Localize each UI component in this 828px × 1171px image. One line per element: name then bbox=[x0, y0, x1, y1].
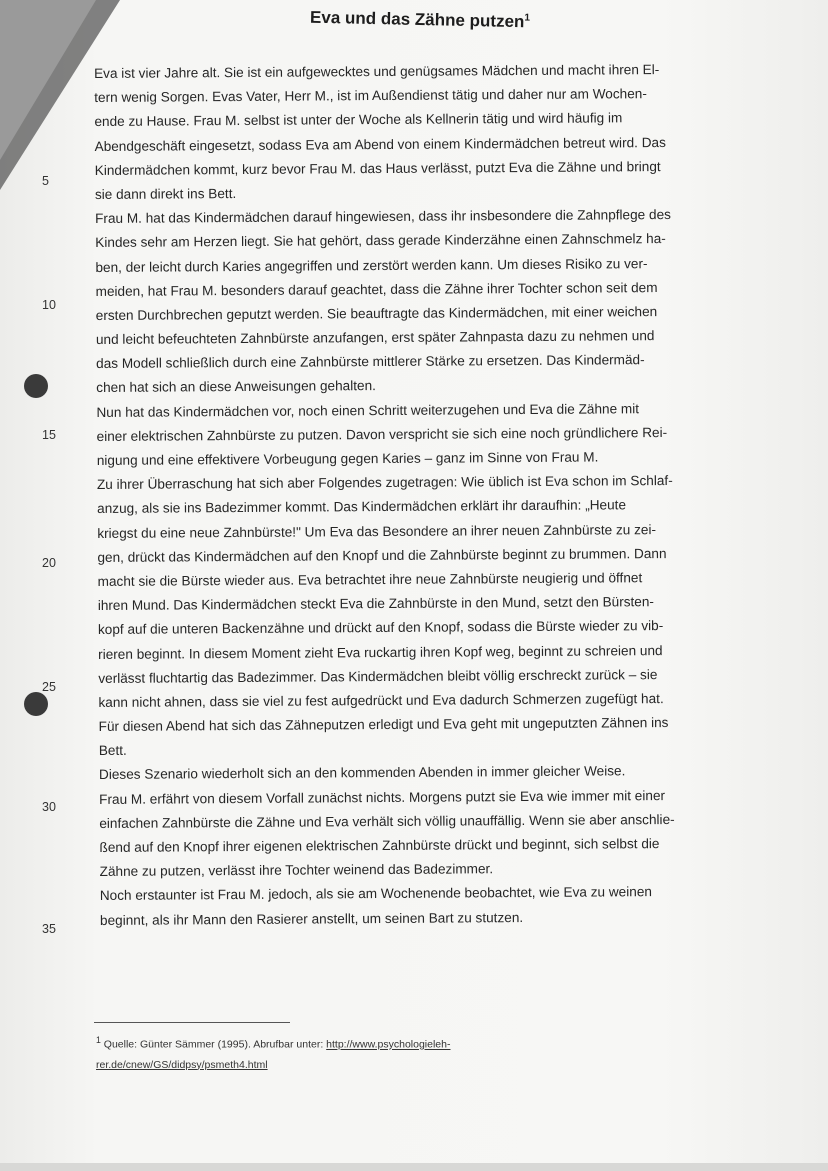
line-number: 10 bbox=[42, 298, 56, 312]
text-line: einer elektrischen Zahnbürste zu putzen. Davon verspricht sie sich eine noch gründlichere Rei- bbox=[96, 424, 668, 444]
text-line: Frau M. erfährt von diesem Vorfall zunächst nichts. Morgens putzt sie Eva wie immer mit einer bbox=[99, 787, 666, 807]
text-line: Bett. bbox=[98, 743, 127, 759]
text-line: kriegst du eine neue Zahnbürste!" Um Eva das Besondere an ihrer neuen Zahnbürste zu zei- bbox=[97, 521, 657, 541]
text-line: chen hat sich an diese Anweisungen gehalten. bbox=[96, 378, 376, 396]
line-number: 20 bbox=[42, 556, 56, 570]
footnote-mark: 1 bbox=[96, 1035, 101, 1045]
title-text: Eva und das Zähne putzen bbox=[309, 7, 525, 32]
title-footnote-mark: 1 bbox=[524, 12, 531, 24]
text-line: das Modell schließlich durch eine Zahnbürste mittlerer Stärke zu ersetzen. Das Kindermäd- bbox=[96, 352, 645, 372]
text-line: Noch erstaunter ist Frau M. jedoch, als sie am Wochenende beobachtet, wie Eva zu weinen bbox=[99, 884, 652, 904]
text-line: Zähne zu putzen, verlässt ihre Tochter weinend das Badezimmer. bbox=[99, 861, 494, 880]
text-line: Abendgeschäft eingesetzt, sodass Eva am Abend von einem Kindermädchen betreut wird. Das bbox=[94, 134, 666, 154]
line-number: 25 bbox=[42, 680, 56, 694]
folded-corner bbox=[0, 0, 96, 160]
punch-hole bbox=[24, 692, 48, 716]
text-line: einfachen Zahnbürste die Zähne und Eva verhält sich völlig unauffällig. Wenn sie aber anschlie- bbox=[99, 811, 675, 831]
text-line: anzug, als sie ins Badezimmer kommt. Das Kindermädchen erklärt ihr daraufhin: „Heute bbox=[97, 497, 627, 517]
punch-hole bbox=[24, 374, 48, 398]
text-line: meiden, hat Frau M. besonders darauf geachtet, dass die Zähne ihrer Tochter schon seit dem bbox=[95, 279, 658, 299]
text-line: tern wenig Sorgen. Evas Vater, Herr M., ist im Außendienst tätig und daher nur am Wochen- bbox=[94, 86, 647, 106]
line-number: 5 bbox=[42, 174, 49, 188]
footnote bbox=[96, 1030, 556, 1075]
line-number: 30 bbox=[42, 800, 56, 814]
text-line: Dieses Szenario wiederholt sich an den kommenden Abenden in immer gleicher Weise. bbox=[98, 763, 626, 783]
text-line: ßend auf den Knopf ihrer eigenen elektrischen Zahnbürste drückt und beginnt, sich selbst die bbox=[99, 836, 660, 855]
text-line: beginnt, als ihr Mann den Rasierer anstellt, um seinen Bart zu stutzen. bbox=[99, 909, 524, 928]
story-body bbox=[94, 58, 740, 933]
text-line: ben, der leicht durch Karies angegriffen und zerstört werden kann. Um dieses Risiko zu ver- bbox=[95, 255, 648, 275]
footnote-source: Quelle: Günter Sämmer (1995). Abrufbar unter: bbox=[103, 1038, 324, 1051]
text-line: verlässt fluchtartig das Badezimmer. Das Kindermädchen bleibt völlig erschreckt zurück – sie bbox=[98, 666, 658, 686]
footnote-link-continued[interactable]: rer.de/cnew/GS/didpsy/psmeth4.html bbox=[96, 1058, 268, 1071]
document-title bbox=[310, 8, 530, 33]
text-line: Für diesen Abend hat sich das Zähneputzen erledigt und Eva geht mit ungeputzten Zähnen ins bbox=[98, 715, 669, 735]
text-line: ihren Mund. Das Kindermädchen steckt Eva die Zahnbürste in den Mund, setzt den Bürsten- bbox=[97, 594, 654, 614]
line-number: 15 bbox=[42, 428, 56, 442]
text-line: sie dann direkt ins Bett. bbox=[94, 185, 237, 202]
text-line: ersten Durchbrechen geputzt werden. Sie beauftragte das Kindermädchen, mit einer weichen bbox=[95, 303, 658, 323]
text-line: nigung und eine effektivere Vorbeugung gegen Karies – ganz im Sinne von Frau M. bbox=[96, 449, 599, 468]
line-number: 35 bbox=[42, 922, 56, 936]
footnote-link[interactable]: http://www.psychologieleh- bbox=[326, 1038, 451, 1051]
text-line: Frau M. hat das Kindermädchen darauf hingewiesen, dass ihr insbesondere die Zahnpflege des bbox=[95, 207, 671, 227]
text-line: Nun hat das Kindermädchen vor, noch einen Schritt weiterzugehen und Eva die Zähne mit bbox=[96, 400, 640, 420]
text-line: kann nicht ahnen, dass sie viel zu fest aufgedrückt und Eva dadurch Schmerzen zugefügt hat. bbox=[98, 690, 664, 710]
text-line: ende zu Hause. Frau M. selbst ist unter der Woche als Kellnerin tätig und wird häufig im bbox=[94, 110, 623, 130]
text-line: Eva ist vier Jahre alt. Sie ist ein aufgewecktes und genügsames Mädchen und macht ihren El- bbox=[94, 62, 660, 81]
text-line: Kindes sehr am Herzen liegt. Sie hat gehört, dass gerade Kinderzähne einen Zahnschmelz ha- bbox=[95, 231, 666, 251]
text-line: gen, drückt das Kindermädchen auf den Knopf und die Zahnbürste beginnt zu brummen. Dann bbox=[97, 545, 667, 565]
page-edge bbox=[0, 1163, 828, 1171]
footnote-separator bbox=[94, 1022, 290, 1023]
text-line: und leicht befeuchteten Zahnbürste anzufangen, erst später Zahnpasta dazu zu nehmen und bbox=[95, 328, 655, 348]
text-line: rieren beginnt. In diesem Moment zieht Eva ruckartig ihren Kopf weg, beginnt zu schreien und bbox=[98, 642, 663, 662]
text-line: macht sie die Bürste wieder aus. Eva betrachtet ihre neue Zahnbürste neugierig und öffnet bbox=[97, 570, 643, 589]
text-line: kopf auf die unteren Backenzähne und drückt auf den Knopf, sodass die Bürste wieder zu vib- bbox=[97, 618, 664, 638]
text-line: Zu ihrer Überraschung hat sich aber Folgendes zugetragen: Wie üblich ist Eva schon im Schlaf- bbox=[96, 473, 673, 493]
text-line: Kindermädchen kommt, kurz bevor Frau M. das Haus verlässt, putzt Eva die Zähne und bringt bbox=[94, 158, 661, 178]
